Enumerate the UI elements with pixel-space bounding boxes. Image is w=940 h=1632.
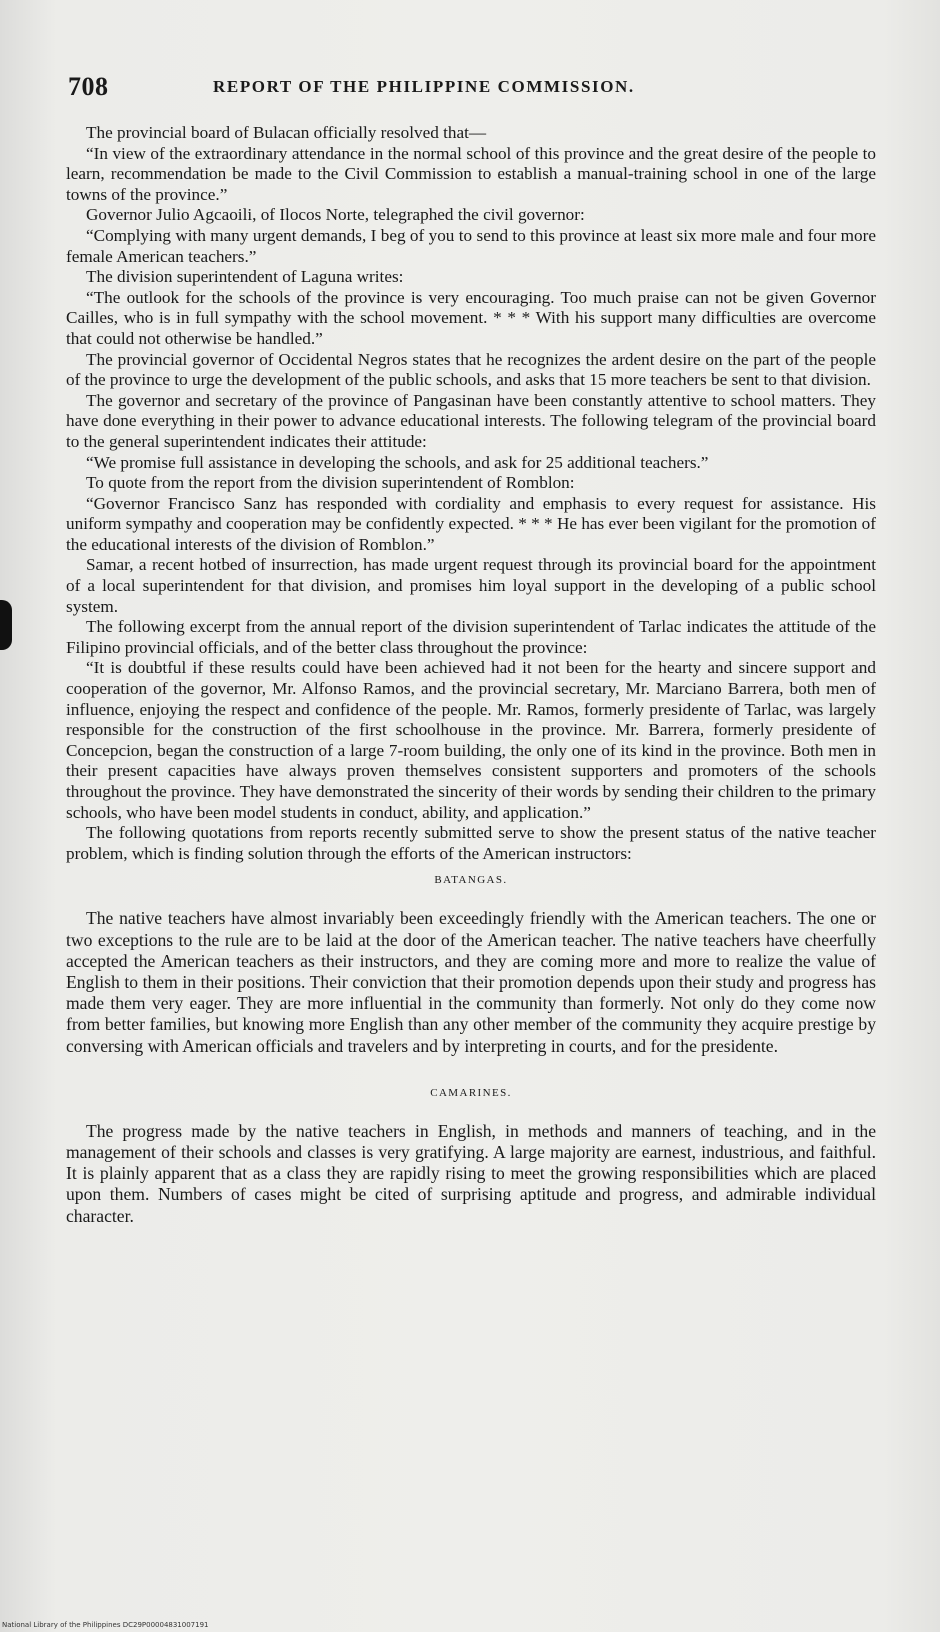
paragraph: “In view of the extraordinary attendance in the normal school of this province and the great desire of the people to learn, recommendation be made to the Civil Commission to establish a manual-training school in one of the large towns of the province.”	[66, 143, 876, 204]
section-heading-batangas: BATANGAS.	[434, 874, 508, 887]
archive-footer: National Library of the Philippines DC29P00004831007191	[2, 1621, 209, 1629]
paragraph: The provincial board of Bulacan officially resolved that—	[86, 123, 487, 142]
paragraph: “Complying with many urgent demands, I beg of you to send to this province at least six more male and four more female American teachers.”	[66, 225, 876, 266]
section-heading-camarines: CAMARINES.	[430, 1086, 512, 1099]
paragraph: “Governor Francisco Sanz has responded with cordiality and emphasis to every request for assistance. His uniform sympathy and cooperation may be confidently expected. * * * He has ever been vigilant for the promotion of the educational interests of the division of Romblon.”	[66, 493, 876, 554]
page-header	[68, 72, 878, 106]
paragraph: The governor and secretary of the province of Pangasinan have been constantly attentive to school matters. They have done everything in their power to advance educational interests. The following telegram of the provincial board to the general superintendent indicates their attitude:	[66, 390, 876, 451]
paragraph: The following quotations from reports recently submitted serve to show the present status of the native teacher problem, which is finding solution through the efforts of the American instructors:	[66, 823, 876, 863]
paragraph: To quote from the report from the division superintendent of Romblon:	[86, 473, 575, 493]
paragraph: “It is doubtful if these results could have been achieved had it not been for the hearty and sincere support and cooperation of the governor, Mr. Alfonso Ramos, and the provincial secretary, Mr. Marciano Barrera, both men of influence, enjoying the respect and confidence of the people. Mr. Ramos, formerly presidente of Tarlac, was largely responsible for the construction of the first schoolhouse in the province. Mr. Barrera, formerly presidente of Concepcion, began the construction of a large 7-room building, the only one of its kind in the province. Both men in their present capacities have always proven themselves consistent supporters and promoters of the schools throughout the province. They have demonstrated the sincerity of their words by sending their children to the primary schools, who have been model students in conduct, ability, and application.”	[66, 658, 876, 822]
binding-mark	[0, 600, 12, 650]
section-text-camarines: The progress made by the native teachers in English, in methods and manners of teaching, and in the management of their schools and classes is very gratifying. A large majority are earnest, industrious, and faithful. It is plainly apparent that as a class they are rapidly rising to meet the growing responsibilities which are placed upon them. Numbers of cases might be cited of surprising aptitude and progress, and admirable individual character.	[66, 1120, 876, 1226]
paragraph: “We promise full assistance in developing the schools, and ask for 25 additional teachers.”	[86, 452, 709, 472]
paragraph: Samar, a recent hotbed of insurrection, has made urgent request through its provincial board for the appointment of a local superintendent for that division, and promises him loyal support in the developing of a public school system.	[66, 555, 876, 616]
paragraph: The following excerpt from the annual report of the division superintendent of Tarlac indicates the attitude of the Filipino provincial officials, and of the better class throughout the province:	[66, 617, 876, 657]
paragraph: The provincial governor of Occidental Negros states that he recognizes the ardent desire on the part of the people of the province to urge the development of the public schools, and asks that 15 more teachers be sent to that division.	[66, 349, 876, 390]
section-text-batangas: The native teachers have almost invariably been exceedingly friendly with the American teachers. The one or two exceptions to the rule are to be laid at the door of the American teacher. The native teachers have cheerfully accepted the American teachers as their instructors, and they are coming more and more to realize the value of English to them in their positions. Their conviction that their promotion depends upon their study and progress has made them very eager. They are more influential in the community than formerly. Not only do they come now from better families, but knowing more English than any other member of the community they acquire prestige by conversing with American officials and travelers and by interpreting in courts, and for the presidente.	[66, 908, 876, 1056]
page-number: 708	[68, 72, 109, 101]
paragraph: “The outlook for the schools of the province is very encouraging. Too much praise can not be given Governor Cailles, who is in full sympathy with the school movement. * * * With his support many difficulties are overcome that could not otherwise be handled.”	[66, 287, 876, 348]
paragraph: Governor Julio Agcaoili, of Ilocos Norte, telegraphed the civil governor:	[86, 205, 585, 225]
body-text	[66, 123, 876, 1227]
paragraph: The division superintendent of Laguna writes:	[86, 267, 404, 287]
running-head: REPORT OF THE PHILIPPINE COMMISSION.	[213, 77, 635, 96]
